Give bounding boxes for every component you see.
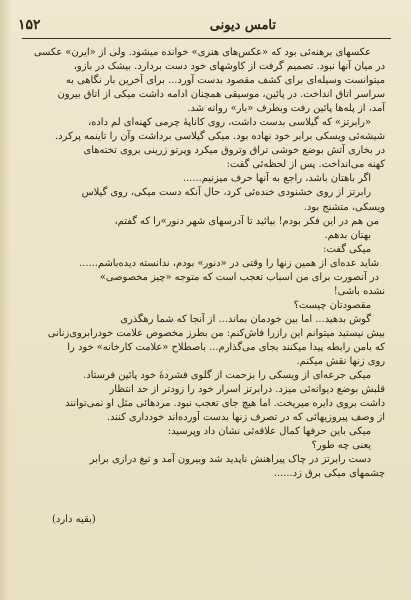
text-line: میکی باین حرفها کمال علاقه‌ئی نشان داد وپرسید:: [167, 426, 371, 438]
text-line: گوش بدهید... اما بین خودمان بماند... از آنجا که شما رهگذری: [120, 313, 371, 325]
text-line: دست رابرتز در چاک پیراهنش ناپدید شد وبیرون آمد و تیغ درازی برابر: [89, 454, 371, 466]
text-line: نشده باشی!: [333, 285, 385, 297]
page-header: [18, 14, 391, 36]
text-line: رابرتز از روی خشنودی خنده‌ئی کرد، حال آنکه دست میکی، روی گیلاس: [81, 187, 371, 199]
text-line: بهتان بدهم.: [324, 229, 371, 241]
text-line: من هم در این فکر بودم! بیائید تا آدرسهای شهر دنور»را که گفتم،: [114, 215, 379, 227]
text-line: شیشه‌ئی ویسکی برابر خود نهاده بود. میکی گیلاسی برداشت وآن را تاینمه پرکرد.: [54, 131, 385, 143]
text-line: قلبش بوضع دیوانه‌ئی میزد. درابرتز اسرار خود را زودتر از حد انتظار: [109, 384, 385, 396]
header-rule: [22, 38, 391, 39]
text-line: داشت بروی دایره میریخت. اما هیچ جای تعجب نبود. مردهائی مثل او نمی‌توانند: [65, 398, 385, 410]
text-line: «رابرتز» که گیلاسی بدست داشت، روی کاناپهٔ چرمی کهنه‌ای لم داده،: [88, 117, 371, 129]
running-title: تامس دیونی: [209, 17, 276, 33]
text-line: عکسهای برهنه‌ئی بود که «عکس‌های هنری» خوانده میشود. ولی از «ایرن» عکسی: [33, 47, 371, 58]
text-line: بیش نیستید میتوانم این رازرا فاش‌کنم: من بطرز مخصوص علامت خودرابروی‌زنانی: [47, 327, 385, 339]
text-line: که بامن رابطه پیدا میکنند بجای می‌گذارم... باصطلاح «علامت کارخانه» خود را: [67, 341, 385, 353]
text-line: میتوانست وسیله‌ای برای کشف مقصود بدست آورد... برای آخرین بار نگاهی به: [65, 75, 385, 87]
text-line: اگر باهتان باشد، راجع به آنها حرف میزنیم......: [182, 173, 371, 185]
text-line: در آنصورت برای من اسباب تعجب است که متوجه «چیز مخصوصی»: [99, 271, 379, 283]
text-line: از وصف پیروزیهائی که در تصرف زنها بدست آورده‌اند خودداری کنند.: [106, 412, 385, 424]
text-line: سراسر اتاق انداخت. در پائین، موسیقی همچنان ادامه داشت میکی از اتاق بیرون: [57, 89, 385, 101]
text-line: مقصودتان چیست؟: [293, 299, 371, 311]
text-line: روی زنها نقش میکنم.: [296, 356, 385, 368]
text-line: یعنی چه طور؟: [311, 440, 371, 452]
text-line: شاید عده‌ای از همین زنها را وقتی در «دنور» بودم، ندانسته دیده‌باشم......: [79, 257, 379, 269]
text-line: میکی جرعه‌ای از ویسکی را بزحمت از گلوی فشردهٔ خود پائین فرستاد.: [83, 370, 371, 382]
text-line: در میان آنها نبود. تصمیم گرفت از کاوشهای خود دست بردارد. بیشک در بازو،: [73, 61, 385, 73]
to-be-continued-note: (بقیه دارد): [52, 514, 96, 525]
text-line: ویسکی، متشنج بود.: [303, 201, 385, 213]
text-line: کهنه می‌انداخت. پس از لحظه‌ئی گفت:: [226, 159, 385, 171]
body-text: [24, 46, 385, 481]
text-line: میکی گفت:: [323, 243, 371, 255]
text-line: آمد، از پله‌ها پائین رفت وبطرف «بار» روانه شد.: [187, 103, 385, 115]
page-number: ۱۵۲: [18, 17, 41, 33]
text-line: چشمهای میکی برق زد......: [273, 468, 385, 480]
text-line: در بخاری آتش بوضع خوشی تراق وتروق میکرد وپرتو زرینی بروی تخته‌های: [83, 145, 385, 157]
